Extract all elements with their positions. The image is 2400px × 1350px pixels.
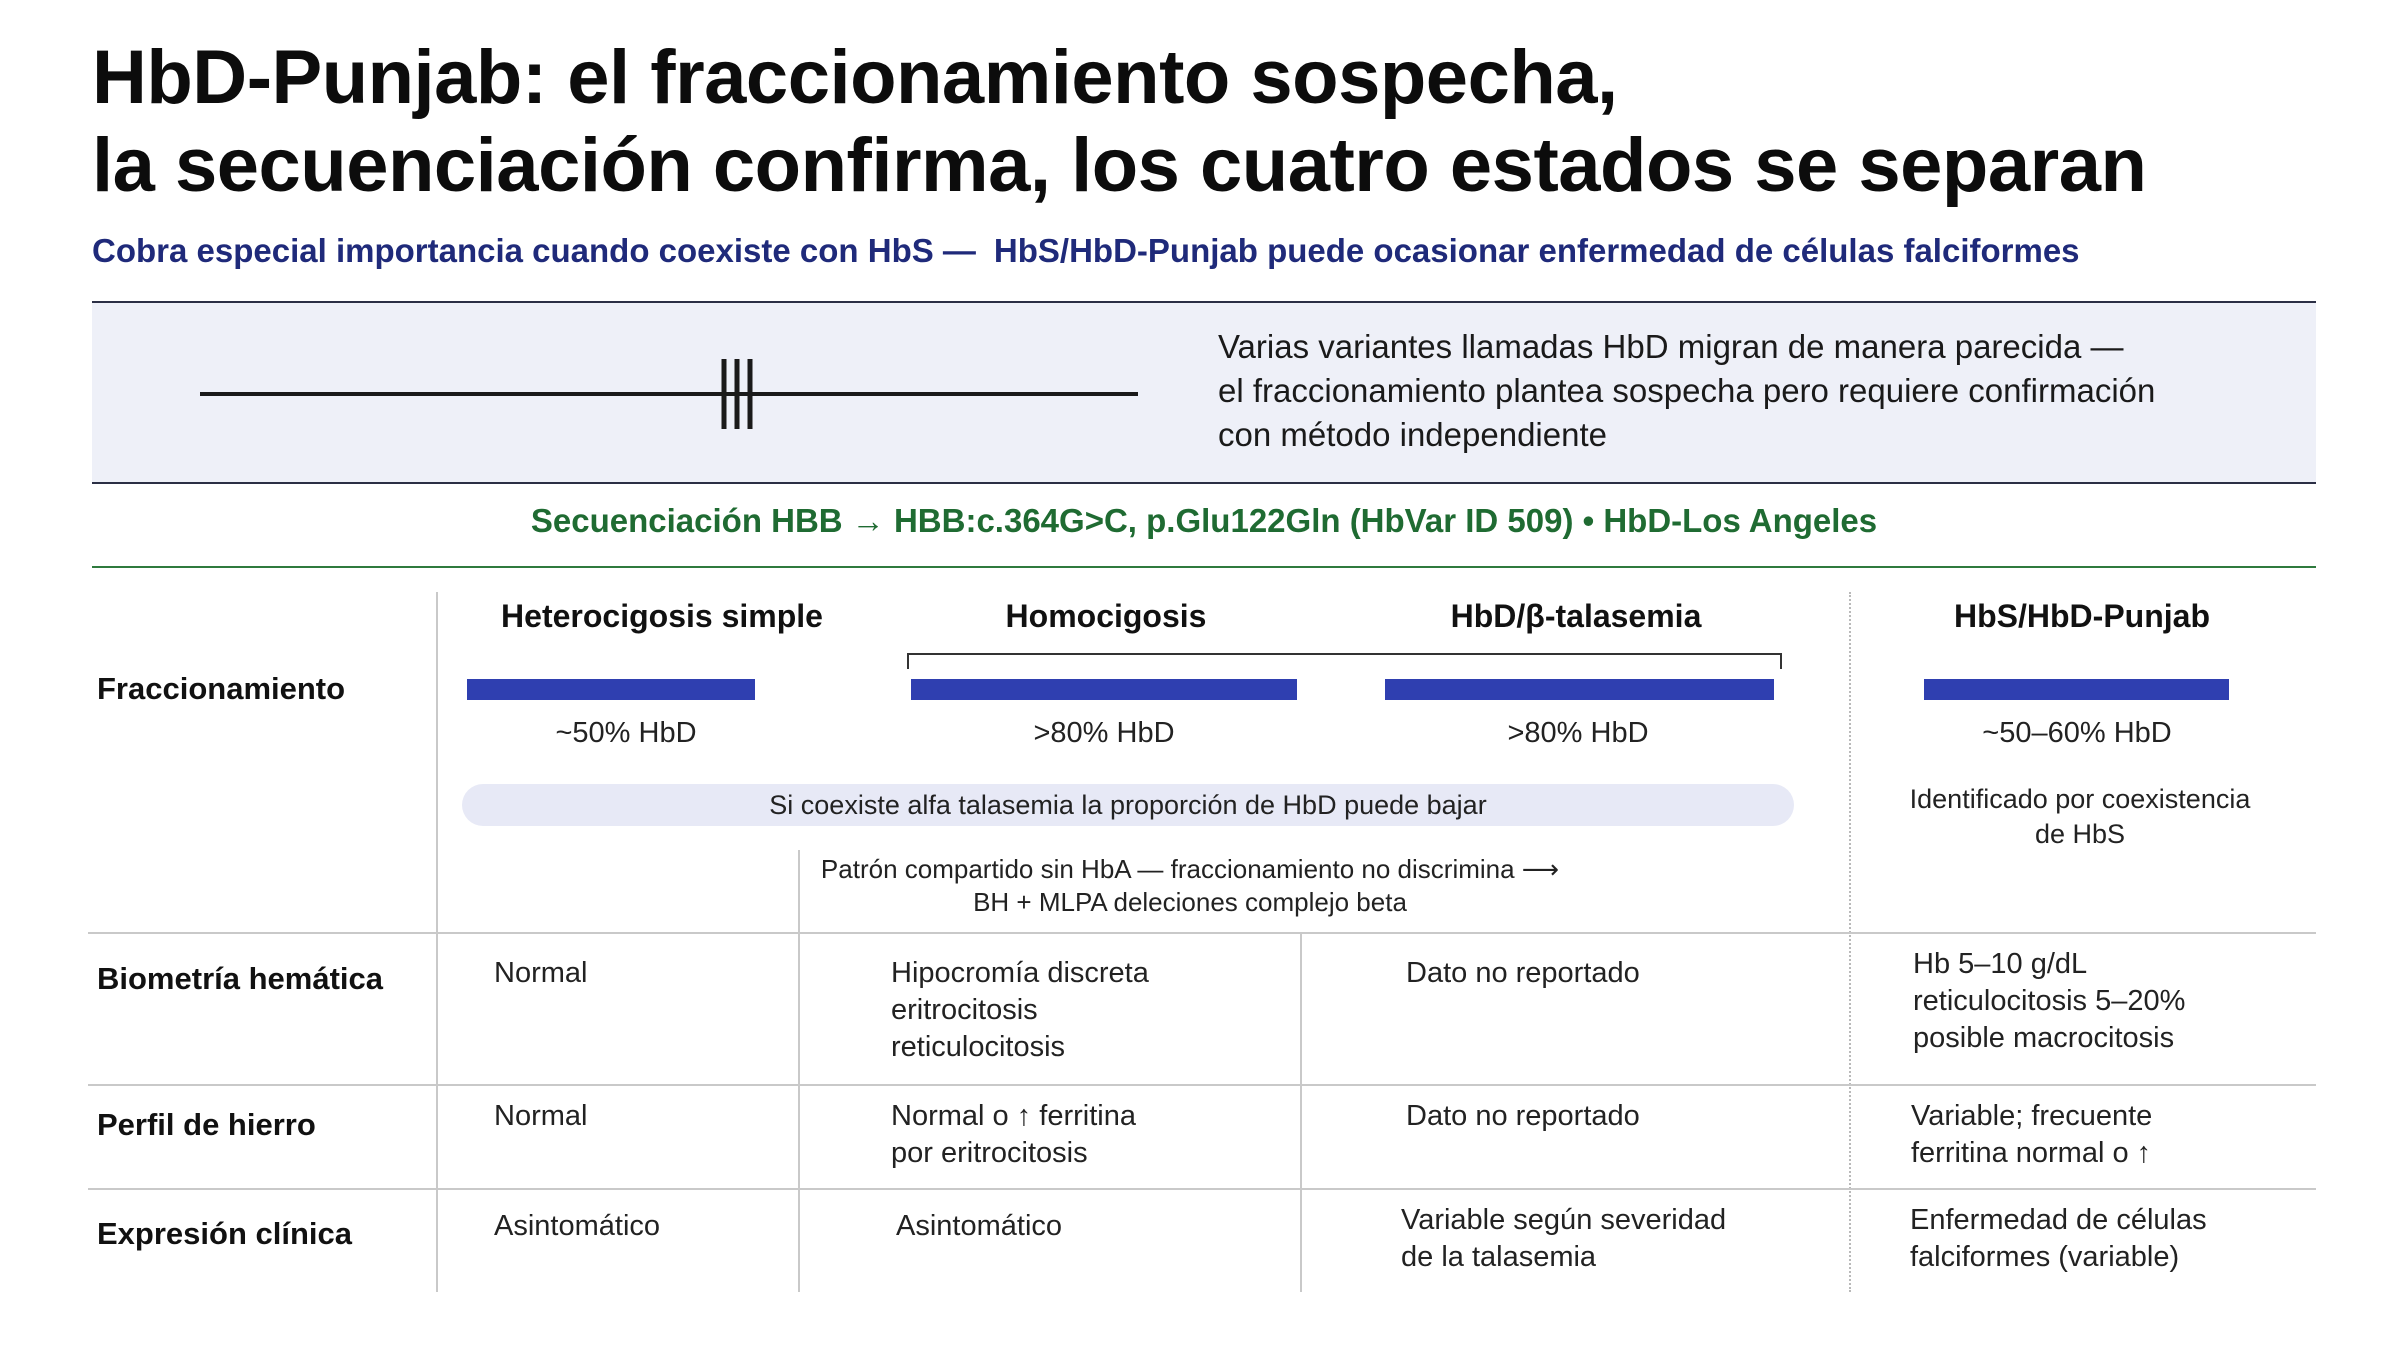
column-divider-2 — [1300, 934, 1302, 1292]
percent-beta-talasemia: >80% HbD — [1507, 717, 1649, 749]
cell-hierro-homocigosis — [891, 1098, 1136, 1172]
cell-clinica-heterocigosis — [494, 1208, 660, 1245]
cell-biometria-hbs-hbd — [1913, 946, 2185, 1057]
cell-line: Asintomático — [896, 1210, 1063, 1242]
panel-line-3: con método independiente — [1218, 416, 1607, 453]
cell-biometria-beta-talasemia — [1406, 955, 1640, 992]
title-line-2: la secuenciación confirma, los cuatro estados se separan — [92, 123, 2147, 208]
cell-hierro-beta-talasemia — [1406, 1098, 1640, 1135]
shared-note-line-1: Patrón compartido sin HbA — fraccionamiento no discrimina ⟶ — [820, 854, 1560, 884]
hbd-bar-homocigosis — [911, 679, 1297, 700]
row-divider-3 — [88, 1188, 2316, 1190]
percent-hbs-hbd: ~50–60% HbD — [1982, 717, 2172, 749]
cell-line: Asintomático — [494, 1210, 661, 1242]
cell-clinica-hbs-hbd — [1910, 1202, 2207, 1276]
hbd-bar-hbs-hbd — [1924, 679, 2229, 700]
column-header-hbs-hbd: HbS/HbD-Punjab — [1954, 598, 2210, 634]
subtitle — [92, 232, 2080, 270]
cell-line: posible macrocitosis — [1913, 1022, 2175, 1054]
panel-description — [1218, 325, 2278, 457]
panel-line-1: Varias variantes llamadas HbD migran de manera parecida — — [1218, 328, 2124, 365]
hbd-bar-heterocigosis — [467, 679, 755, 700]
cell-line: Normal — [494, 957, 588, 989]
subtitle-part-1: Cobra especial importancia cuando coexiste con HbS — — [92, 232, 976, 269]
hbs-note-line-1: Identificado por coexistencia — [1909, 784, 2251, 814]
hbs-coexistence-note — [1860, 782, 2300, 852]
shared-note-line-2: BH + MLPA deleciones complejo beta — [973, 887, 1407, 917]
cell-line: Variable según severidad — [1401, 1204, 1727, 1236]
column-header-heterocigosis: Heterocigosis simple — [501, 598, 823, 634]
column-header-homocigosis: Homocigosis — [1005, 598, 1207, 634]
cell-line: falciformes (variable) — [1910, 1241, 2180, 1273]
row-divider-1 — [88, 932, 2316, 934]
panel-line-2: el fraccionamiento plantea sospecha pero requiere confirmación — [1218, 372, 2156, 409]
cell-line: Hipocromía discreta — [891, 957, 1149, 989]
column-divider-labels — [436, 592, 438, 1292]
sequencing-divider — [92, 566, 2316, 568]
cell-line: reticulocitosis — [891, 1031, 1066, 1063]
title-line-1: HbD-Punjab: el fraccionamiento sospecha, — [92, 35, 1618, 120]
hbs-note-line-2: de HbS — [2034, 819, 2126, 849]
page-title — [92, 34, 2342, 210]
electrophoresis-panel — [92, 301, 2316, 484]
shared-pattern-note — [800, 853, 1580, 919]
row-label-biometria: Biometría hemática — [97, 961, 383, 996]
cell-line: Dato no reportado — [1406, 1100, 1640, 1132]
cell-line: por eritrocitosis — [891, 1137, 1088, 1169]
sequencing-result: Secuenciación HBB → HBB:c.364G>C, p.Glu122Gln (HbVar ID 509) • HbD-Los Angeles — [530, 502, 1878, 539]
cell-clinica-homocigosis — [896, 1208, 1062, 1245]
cell-line: Hb 5–10 g/dL — [1913, 948, 2088, 980]
cell-biometria-heterocigosis — [494, 955, 587, 992]
cell-clinica-beta-talasemia — [1401, 1202, 1726, 1276]
cell-line: Enfermedad de células — [1910, 1204, 2207, 1236]
row-label-fraccionamiento: Fraccionamiento — [97, 671, 346, 706]
percent-homocigosis: >80% HbD — [1033, 717, 1175, 749]
column-header-beta-talasemia: HbD/β-talasemia — [1450, 598, 1702, 634]
cell-biometria-homocigosis — [891, 955, 1149, 1066]
cell-line: ferritina normal o ↑ — [1911, 1137, 2152, 1169]
hbd-bar-beta-talasemia — [1385, 679, 1774, 700]
subtitle-part-2: HbS/HbD-Punjab puede ocasionar enfermedad de células falciformes — [993, 232, 2080, 269]
row-label-hierro: Perfil de hierro — [97, 1107, 316, 1142]
cell-line: eritrocitosis — [891, 994, 1038, 1026]
cell-line: Variable; frecuente — [1911, 1100, 2153, 1132]
cell-line: Normal o ↑ ferritina — [891, 1100, 1136, 1132]
alpha-thalassemia-note: Si coexiste alfa talasemia la proporción de HbD puede bajar — [462, 784, 1794, 826]
shared-pattern-bracket — [907, 653, 1782, 669]
cell-line: reticulocitosis 5–20% — [1913, 985, 2186, 1017]
column-divider-hbs — [1849, 592, 1851, 1292]
cell-hierro-hbs-hbd — [1911, 1098, 2152, 1172]
cell-hierro-heterocigosis — [494, 1098, 587, 1135]
cell-line: de la talasemia — [1401, 1241, 1597, 1273]
row-label-clinica: Expresión clínica — [97, 1216, 352, 1251]
cell-line: Normal — [494, 1100, 588, 1132]
cell-line: Dato no reportado — [1406, 957, 1640, 989]
percent-heterocigosis: ~50% HbD — [555, 717, 697, 749]
row-divider-2 — [88, 1084, 2316, 1086]
